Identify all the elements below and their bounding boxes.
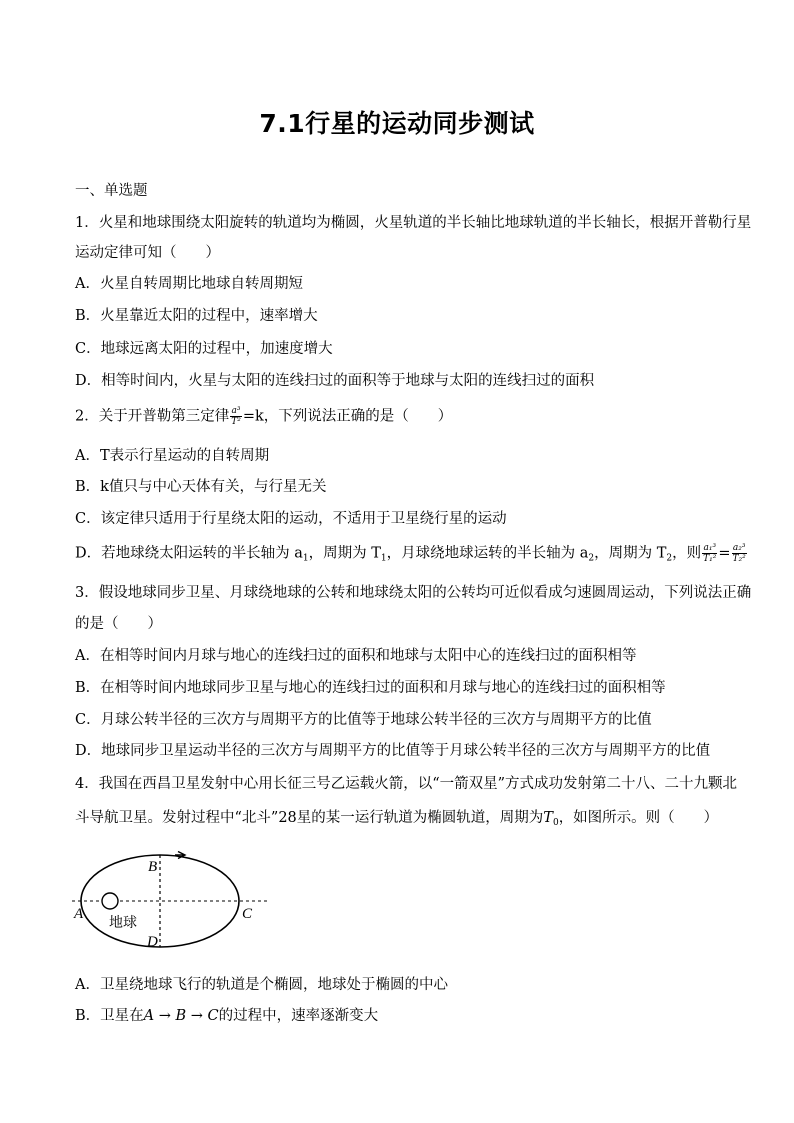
q1-stem-line1: 1．火星和地球围绕太阳旋转的轨道均为椭圆，火星轨道的半长轴比地球轨道的半长轴长，根据开普勒行星 <box>75 215 752 231</box>
q2-d-f2-num: a₂³ <box>732 543 746 553</box>
q3-option-a: A．在相等时间内月球与地心的连线扫过的面积和地球与太阳中心的连线扫过的面积相等 <box>75 648 637 664</box>
q4-stem-line2 <box>75 808 735 833</box>
q4-b-path: A → B → C <box>143 1008 219 1024</box>
q1-option-b: B．火星靠近太阳的过程中，速率增大 <box>75 308 318 324</box>
q2-d-fraction-2 <box>732 543 747 564</box>
q4-option-a: A．卫星绕地球飞行的轨道是个椭圆，地球处于椭圆的中心 <box>75 977 448 993</box>
q2-d-sub-1: 1 <box>302 553 309 564</box>
q2-d-fraction-1 <box>702 543 717 564</box>
q1-option-c: C．地球远离太阳的过程中，加速度增大 <box>75 341 333 357</box>
q3-option-b: B．在相等时间内地球同步卫星与地心的连线扫过的面积和月球与地心的连线扫过的面积相等 <box>75 680 666 696</box>
q2-stem <box>75 406 735 427</box>
q4-stem-line1: 4．我国在西昌卫星发射中心用长征三号乙运载火箭，以“一箭双星”方式成功发射第二十八、二十九颗北 <box>75 776 738 792</box>
point-label-d: D <box>147 934 158 950</box>
q3-stem-line2: 的是（ ） <box>75 616 162 632</box>
q1-stem-line2: 运动定律可知（ ） <box>75 245 220 261</box>
q2-d-text-4: ，周期为 T <box>594 545 667 562</box>
q3-option-c: C．月球公转半径的三次方与周期平方的比值等于地球公转半径的三次方与周期平方的比值 <box>75 712 652 728</box>
section-heading: 一、单选题 <box>75 183 148 199</box>
q2-d-sub-3: 2 <box>588 553 595 564</box>
orbit-diagram <box>72 850 272 956</box>
q2-d-sub-4: 2 <box>666 553 673 564</box>
q4-period-symbol: T <box>543 810 553 826</box>
q2-d-sub-2: 1 <box>380 553 387 564</box>
q3-option-d: D．地球同步卫星运动半径的三次方与周期平方的比值等于月球公转半径的三次方与周期平方的比值 <box>75 743 711 759</box>
q2-d-f1-num: a₁³ <box>703 543 717 553</box>
q2-d-f1-den: T₁² <box>703 554 717 564</box>
q2-d-text-5: ，则 <box>672 545 702 562</box>
q2-d-equals: = <box>718 545 731 562</box>
q2-option-b: B．k值只与中心天体有关，与行星无关 <box>75 479 327 495</box>
q2-option-d <box>75 543 746 569</box>
q2-d-text-1: D．若地球绕太阳运转的半长轴为 a <box>75 545 303 562</box>
q4-stem-text: 斗导航卫星。发射过程中“北斗”28星的某一运行轨道为椭圆轨道，周期为 <box>75 810 544 826</box>
q4-stem-tail: ，如图所示。则（ ） <box>558 810 719 826</box>
q2-formula-num: a³ <box>231 406 241 416</box>
point-label-b: B <box>148 859 158 875</box>
earth-circle-icon <box>102 893 118 909</box>
q2-d-text-2: ，周期为 T <box>308 545 381 562</box>
q1-option-a: A．火星自转周期比地球自转周期短 <box>75 276 303 292</box>
q1-option-d: D．相等时间内，火星与太阳的连线扫过的面积等于地球与太阳的连线扫过的面积 <box>75 373 595 389</box>
point-label-c: C <box>242 906 253 922</box>
q2-d-text-3: ，月球绕地球运转的半长轴为 a <box>386 545 589 562</box>
q2-d-f2-den: T₂² <box>732 554 746 564</box>
q4-b-text: B．卫星在 <box>75 1008 144 1024</box>
q4-period-sub: 0 <box>552 818 559 828</box>
q2-formula-den: T² <box>231 417 241 427</box>
point-label-a: A <box>74 906 84 922</box>
q4-option-b <box>75 1006 735 1026</box>
q2-option-a: A．T表示行星运动的自转周期 <box>75 448 270 464</box>
page-title: 7.1行星的运动同步测试 <box>259 109 535 138</box>
q2-stem-post: =k，下列说法正确的是（ ） <box>242 408 453 425</box>
q2-option-c: C．该定律只适用于行星绕太阳的运动，不适用于卫星绕行星的运动 <box>75 511 507 527</box>
q2-stem-pre: 2．关于开普勒第三定律 <box>75 408 230 425</box>
q2-formula-fraction <box>230 406 242 427</box>
earth-label: 地球 <box>109 915 137 931</box>
q3-stem-line1: 3．假设地球同步卫星、月球绕地球的公转和地球绕太阳的公转均可近似看成匀速圆周运动，下列说法正确 <box>75 585 752 601</box>
q4-b-tail: 的过程中，速率逐渐变大 <box>218 1008 379 1024</box>
